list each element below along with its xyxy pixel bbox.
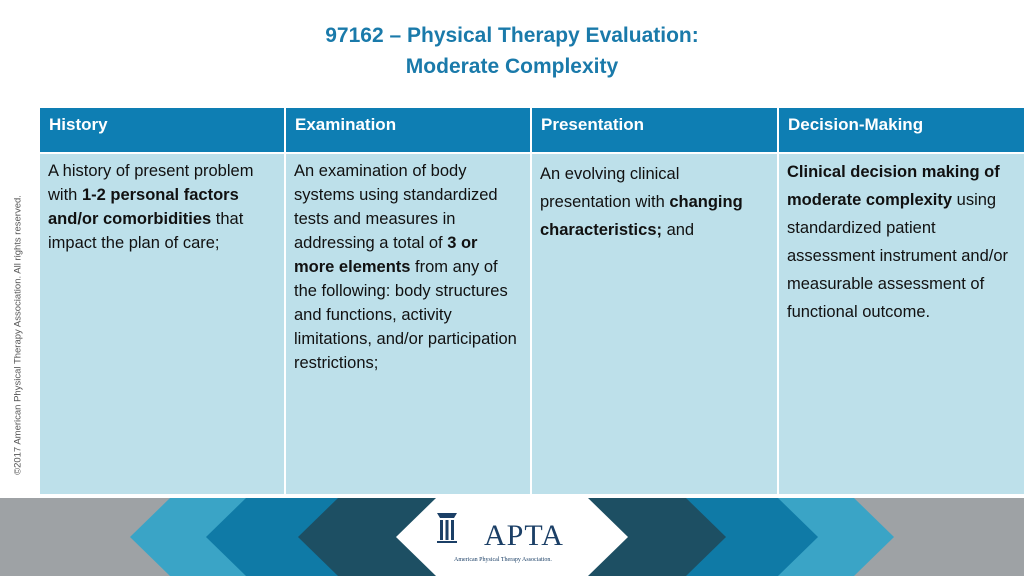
cell-examination-text-2: from any of the following: body structures and functions, activity limitations, and/or participation restrictions; — [294, 258, 517, 372]
cell-examination-text-1: An examination of body systems using standardized tests and measures in addressing a total of — [294, 162, 498, 252]
slide-title — [0, 20, 1024, 82]
cell-examination — [285, 153, 531, 495]
apta-emblem-icon — [436, 512, 458, 544]
logo-subtitle: American Physical Therapy Association. — [454, 557, 552, 563]
copyright-notice — [4, 180, 32, 490]
copyright-text: ©2017 American Physical Therapy Association. All rights reserved. — [12, 195, 24, 475]
header-examination: Examination — [285, 107, 531, 153]
evaluation-table — [38, 106, 1024, 496]
title-line-2: Moderate Complexity — [405, 55, 619, 78]
cell-presentation-text-1: An evolving clinical presentation with — [540, 165, 680, 211]
footer-banner — [0, 498, 1024, 576]
header-decision-making: Decision-Making — [778, 107, 1024, 153]
cell-history — [39, 153, 285, 495]
cell-history-text-1: A history of present problem with — [48, 162, 254, 204]
title-line-1: 97162 – Physical Therapy Evaluation: — [325, 24, 699, 47]
cell-decision-bold: Clinical decision making of moderate complexity — [787, 163, 1000, 209]
cell-presentation-bold: changing characteristics; — [540, 193, 743, 239]
cell-presentation-text-2: and — [662, 221, 695, 239]
header-presentation: Presentation — [531, 107, 778, 153]
header-history: History — [39, 107, 285, 153]
table-row — [39, 153, 1024, 495]
table-header-row — [39, 107, 1024, 153]
logo-wordmark: APTA — [484, 519, 564, 552]
cell-examination-bold: 3 or more elements — [294, 234, 478, 276]
cell-history-bold: 1-2 personal factors and/or comorbidities — [48, 186, 239, 228]
cell-decision-text-1: using standardized patient assessment instrument and/or measurable assessment of functional outcome. — [787, 191, 1009, 321]
cell-decision-making — [778, 153, 1024, 495]
cell-history-text-2: that impact the plan of care; — [48, 210, 244, 252]
cell-presentation — [531, 153, 778, 495]
apta-logo — [436, 512, 588, 570]
